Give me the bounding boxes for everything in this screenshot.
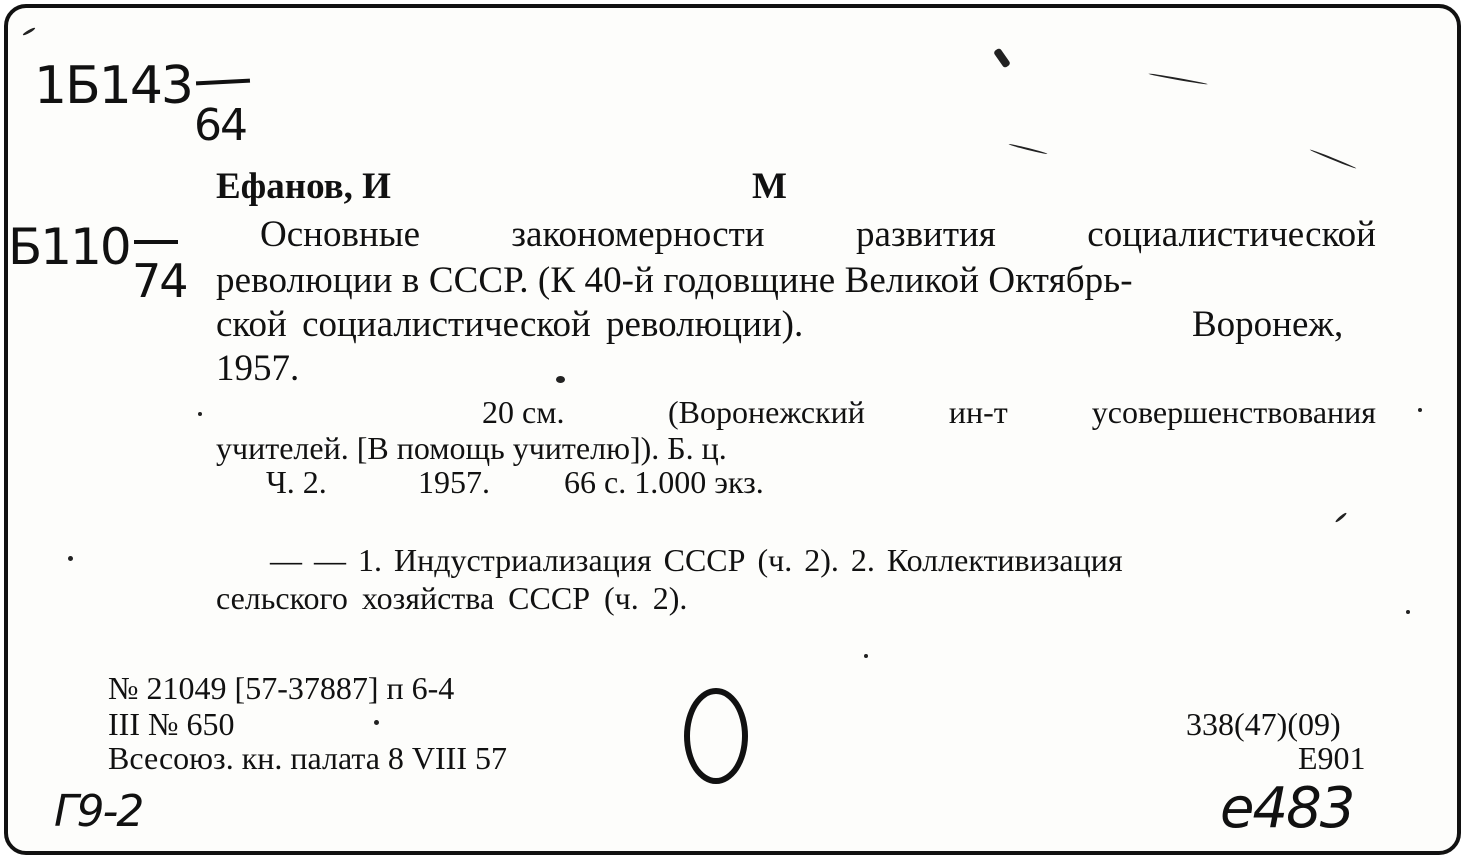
series-word: (Воронежский xyxy=(668,394,865,430)
scan-speck xyxy=(374,720,379,725)
series-line-1 xyxy=(668,396,1376,428)
title-line-3: ской социалистической революции). xyxy=(216,304,804,345)
scan-speck xyxy=(993,48,1011,69)
handwritten-shelf-denominator: 64 xyxy=(194,100,246,151)
scan-speck xyxy=(556,376,565,383)
handwritten-class-fraction-bar xyxy=(134,240,178,244)
title-word: социалистической xyxy=(1087,214,1376,255)
handwritten-shelf-code: 1Б143 xyxy=(34,56,193,116)
scan-speck xyxy=(68,556,73,561)
publication-place: Воронеж, xyxy=(1192,304,1344,345)
footer-chamber-date: Всесоюз. кн. палата 8 VIII 57 xyxy=(108,740,507,776)
handwritten-class-denominator: 74 xyxy=(132,254,187,308)
footer-order-number: III № 650 xyxy=(108,706,235,742)
part-label: Ч. 2. xyxy=(266,464,327,500)
scan-speck xyxy=(1309,149,1356,170)
handwritten-bottom-right-note: е483 xyxy=(1220,776,1354,841)
catalog-card xyxy=(4,4,1461,855)
footer-registration-number: № 21049 [57-37887] п 6-4 xyxy=(108,670,455,706)
scan-speck xyxy=(198,412,202,416)
footer-classification-index: 338(47)(09) xyxy=(1186,706,1341,742)
scan-speck xyxy=(1418,408,1422,412)
scan-speck xyxy=(22,27,36,37)
punched-hole xyxy=(684,688,748,784)
handwritten-fraction-bar xyxy=(196,79,250,86)
series-line-2: учителей. [В помощь учителю]). Б. ц. xyxy=(216,430,727,466)
part-year: 1957. xyxy=(418,464,490,500)
author-initial: М xyxy=(752,166,787,207)
footer-author-mark: Е901 xyxy=(1298,740,1366,776)
pages-and-print-run: 66 с. 1.000 экз. xyxy=(564,464,764,500)
title-word: закономерности xyxy=(511,214,765,255)
subjects-line-1: — — 1. Индустриализация СССР (ч. 2). 2. Коллективизация xyxy=(270,542,1123,578)
scan-speck xyxy=(1335,512,1348,523)
scan-speck xyxy=(1008,143,1047,155)
handwritten-class-code: Б110 xyxy=(8,218,130,276)
title-word: развития xyxy=(856,214,996,255)
subjects-line-2: сельского хозяйства СССР (ч. 2). xyxy=(216,580,688,616)
scan-speck xyxy=(864,654,868,658)
title-line-1 xyxy=(260,216,1376,253)
handwritten-bottom-left-note: Г9-2 xyxy=(54,786,143,837)
series-word: усовершенствования xyxy=(1091,394,1376,430)
publication-year: 1957. xyxy=(216,348,300,389)
title-word: Основные xyxy=(260,214,420,255)
author-name: Ефанов, И xyxy=(216,166,391,207)
scan-speck xyxy=(1406,610,1410,614)
title-line-2: революции в СССР. (К 40-й годовщине Великой Октябрь- xyxy=(216,260,1133,301)
scan-speck xyxy=(1148,73,1207,85)
series-word: ин-т xyxy=(948,394,1008,430)
dimensions: 20 см. xyxy=(482,394,565,430)
